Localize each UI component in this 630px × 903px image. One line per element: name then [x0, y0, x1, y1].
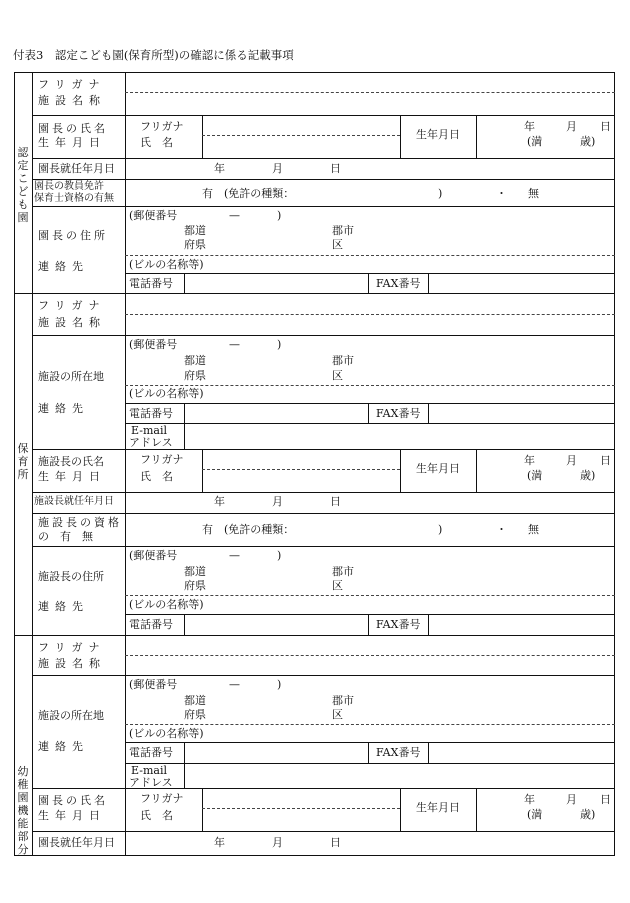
facility-head-start-label: 施設長就任年月日 [34, 496, 114, 507]
qualification-no-label: 無 [528, 523, 539, 536]
name-label: 氏 名 [140, 470, 173, 483]
email-label-2: アドレス [129, 436, 173, 449]
license-no-label: 無 [528, 187, 539, 200]
ward-label: 区 [332, 238, 343, 251]
city-label: 郡市 [332, 565, 354, 578]
qualification-label-1: 施設長の資格 [38, 516, 122, 529]
section-label-kodomoen: 認 定 こ ど も 園 [17, 146, 29, 224]
dob-label: 生年月日 [38, 136, 106, 149]
cell-line [400, 115, 401, 158]
furigana-divider [125, 655, 615, 656]
row-line [32, 335, 615, 336]
section-divider [14, 293, 615, 294]
row-line [32, 546, 615, 547]
name-dashed-line [202, 469, 400, 470]
postal-dash: — [229, 678, 240, 691]
postal-label: (郵便番号 [129, 549, 178, 562]
cell-line [428, 403, 429, 423]
postal-dash: — [229, 338, 240, 351]
furigana-small-label: フリガナ [140, 792, 184, 805]
age-close-label: 歳) [580, 469, 596, 482]
name-dashed-line [202, 808, 400, 809]
facility-name-label: 施設名称 [38, 316, 106, 329]
age-open-label: (満 [527, 808, 543, 821]
row-line [32, 675, 615, 676]
month-label: 月 [566, 454, 577, 467]
ward-label: 区 [332, 369, 343, 382]
ward-label: 区 [332, 579, 343, 592]
phone-label: 電話番号 [129, 746, 173, 759]
prefecture-label-2: 府県 [184, 579, 206, 592]
start-month-label: 月 [272, 836, 283, 849]
prefecture-label-2: 府県 [184, 238, 206, 251]
section-label-hoikusho: 保 育 所 [17, 442, 29, 481]
year-label: 年 [524, 454, 535, 467]
prefecture-label-2: 府県 [184, 369, 206, 382]
start-month-label: 月 [272, 495, 283, 508]
age-close-label: 歳) [580, 808, 596, 821]
name-dashed-line [202, 135, 400, 136]
cell-line [202, 788, 203, 831]
contact-label: 連絡先 [38, 402, 89, 415]
address-dashed-line [125, 595, 615, 596]
row-line [125, 614, 615, 615]
phone-label: 電話番号 [129, 618, 173, 631]
cell-line [368, 614, 369, 635]
row-line [125, 273, 615, 274]
day-label: 日 [600, 793, 611, 806]
start-month-label: 月 [272, 162, 283, 175]
fax-label: FAX番号 [376, 746, 421, 759]
row-line [32, 513, 615, 514]
prefecture-label-1: 都道 [184, 354, 206, 367]
postal-dash: — [229, 209, 240, 222]
license-dot: ・ [496, 187, 507, 200]
cell-line [202, 115, 203, 158]
start-day-label: 日 [330, 495, 341, 508]
building-label: (ビルの名称等) [129, 727, 204, 740]
postal-label: (郵便番号 [129, 338, 178, 351]
row-line [32, 831, 615, 832]
dob-column-label: 生年月日 [416, 462, 460, 475]
day-label: 日 [600, 120, 611, 133]
license-label-2: 保育士資格の有無 [34, 193, 114, 204]
building-label: (ビルの名称等) [129, 387, 204, 400]
contact-label: 連絡先 [38, 600, 89, 613]
row-line [32, 788, 615, 789]
cell-line [476, 115, 477, 158]
principal-address-label: 園長の住所 [38, 229, 108, 242]
furigana-label: フリガナ [38, 299, 106, 312]
prefecture-label-1: 都道 [184, 565, 206, 578]
address-dashed-line [125, 724, 615, 725]
cell-line [184, 403, 185, 449]
email-label-1: E-mail [131, 424, 167, 437]
principal-start-label: 園長就任年月日 [38, 836, 115, 849]
age-open-label: (満 [527, 469, 543, 482]
facility-address-label: 施設の所在地 [38, 709, 104, 722]
start-year-label: 年 [214, 836, 225, 849]
city-label: 郡市 [332, 694, 354, 707]
phone-label: 電話番号 [129, 277, 173, 290]
furigana-small-label: フリガナ [140, 453, 184, 466]
furigana-divider [125, 314, 615, 315]
row-line [32, 179, 615, 180]
principal-name-label: 園長の氏名 [38, 122, 108, 135]
facility-name-label: 施設名称 [38, 94, 106, 107]
building-label: (ビルの名称等) [129, 258, 204, 271]
building-label: (ビルの名称等) [129, 598, 204, 611]
email-label-1: E-mail [131, 764, 167, 777]
section-label-yochien: 幼 稚 園 機 能 部 分 [17, 765, 29, 856]
furigana-label: フリガナ [38, 78, 106, 91]
row-line [32, 492, 615, 493]
qualification-label-2: の 有 無 [38, 530, 93, 543]
facility-address-label: 施設の所在地 [38, 370, 104, 383]
principal-start-label: 園長就任年月日 [38, 162, 115, 175]
row-line [125, 423, 615, 424]
qualification-dot: ・ [496, 523, 507, 536]
document-title: 付表3 認定こども園(保育所型)の確認に係る記載事項 [13, 48, 294, 62]
city-label: 郡市 [332, 354, 354, 367]
dob-column-label: 生年月日 [416, 801, 460, 814]
fax-label: FAX番号 [376, 618, 421, 631]
cell-line [476, 788, 477, 831]
section-divider [14, 635, 615, 636]
year-label: 年 [524, 120, 535, 133]
cell-line [400, 449, 401, 492]
dob-column-label: 生年月日 [416, 128, 460, 141]
cell-line [184, 742, 185, 788]
postal-close: ) [277, 678, 282, 691]
label-column-divider [125, 72, 126, 856]
contact-label: 連絡先 [38, 740, 89, 753]
row-line [32, 115, 615, 116]
license-label-1: 園長の教員免許 [34, 181, 104, 192]
age-open-label: (満 [527, 135, 543, 148]
row-line [125, 742, 615, 743]
principal-name-label: 園長の氏名 [38, 794, 108, 807]
fax-label: FAX番号 [376, 407, 421, 420]
dob-label: 生年月日 [38, 470, 106, 483]
name-label: 氏 名 [140, 809, 173, 822]
cell-line [400, 788, 401, 831]
month-label: 月 [566, 120, 577, 133]
phone-label: 電話番号 [129, 407, 173, 420]
cell-line [368, 742, 369, 763]
age-close-label: 歳) [580, 135, 596, 148]
postal-label: (郵便番号 [129, 678, 178, 691]
license-close-paren: ) [438, 187, 443, 200]
row-line [125, 763, 615, 764]
row-line [32, 158, 615, 159]
fax-label: FAX番号 [376, 277, 421, 290]
cell-line [428, 742, 429, 763]
postal-close: ) [277, 338, 282, 351]
year-label: 年 [524, 793, 535, 806]
furigana-label: フリガナ [38, 641, 106, 654]
postal-close: ) [277, 209, 282, 222]
row-line [32, 449, 615, 450]
row-line [32, 206, 615, 207]
facility-head-address-label: 施設長の住所 [38, 570, 104, 583]
name-label: 氏 名 [140, 136, 173, 149]
start-day-label: 日 [330, 162, 341, 175]
form-table [14, 72, 615, 856]
cell-line [184, 273, 185, 293]
qualification-yes-label: 有 (免許の種類： [202, 523, 295, 536]
email-label-2: アドレス [129, 776, 173, 789]
furigana-small-label: フリガナ [140, 120, 184, 133]
facility-name-label: 施設名称 [38, 657, 106, 670]
start-day-label: 日 [330, 836, 341, 849]
start-year-label: 年 [214, 495, 225, 508]
prefecture-label-1: 都道 [184, 694, 206, 707]
postal-label: (郵便番号 [129, 209, 178, 222]
cell-line [428, 614, 429, 635]
furigana-divider [125, 92, 615, 93]
facility-head-name-label: 施設長の氏名 [38, 455, 104, 468]
cell-line [184, 614, 185, 635]
qualification-close-paren: ) [438, 523, 443, 536]
ward-label: 区 [332, 708, 343, 721]
city-label: 郡市 [332, 224, 354, 237]
month-label: 月 [566, 793, 577, 806]
cell-line [368, 403, 369, 423]
postal-close: ) [277, 549, 282, 562]
prefecture-label-2: 府県 [184, 708, 206, 721]
cell-line [202, 449, 203, 492]
contact-label: 連絡先 [38, 260, 89, 273]
prefecture-label-1: 都道 [184, 224, 206, 237]
address-dashed-line [125, 385, 615, 386]
dob-label: 生年月日 [38, 809, 106, 822]
address-dashed-line [125, 255, 615, 256]
postal-dash: — [229, 549, 240, 562]
row-line [125, 403, 615, 404]
cell-line [428, 273, 429, 293]
cell-line [476, 449, 477, 492]
section-column-divider [32, 72, 33, 856]
license-yes-label: 有 (免許の種類： [202, 187, 295, 200]
start-year-label: 年 [214, 162, 225, 175]
cell-line [368, 273, 369, 293]
day-label: 日 [600, 454, 611, 467]
